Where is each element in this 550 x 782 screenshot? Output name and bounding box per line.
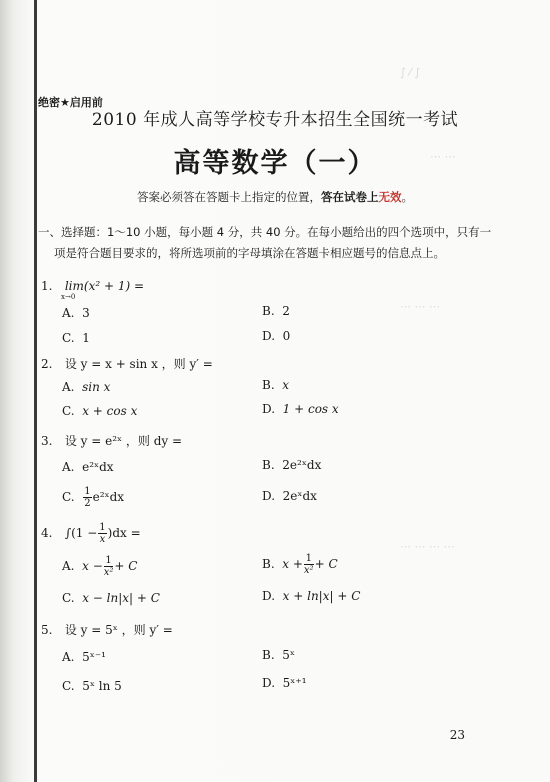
bleed-through-mark: ∫ ⁄ ∫	[400, 66, 421, 79]
option-a	[62, 306, 90, 320]
option-label: B.	[262, 648, 275, 662]
bleed-through-mark: ⋯ ⋯	[430, 150, 456, 163]
option-text: 5ˣ ln 5	[82, 679, 122, 693]
option-text: 5ˣ⁻¹	[82, 650, 106, 664]
option-text-pre: x +	[282, 557, 303, 571]
option-text: 2eˣdx	[282, 489, 317, 503]
fraction-numerator: 1	[105, 555, 112, 566]
notice-text: 答在试卷上	[321, 190, 379, 204]
option-text: x − ln|x| + C	[82, 591, 160, 605]
option-text: x + ln|x| + C	[282, 589, 361, 603]
option-label: A.	[62, 650, 75, 664]
option-a	[62, 650, 106, 664]
fraction-denominator: x	[99, 534, 106, 545]
question-number: 5.	[41, 623, 53, 637]
option-text: x	[282, 378, 290, 392]
option-c	[62, 404, 137, 418]
option-label: A.	[62, 559, 75, 573]
section-line: 一、选择题：1～10 小题，每小题 4 分，共 40 分。在每小题给出的四个选项中，只有一	[38, 225, 492, 239]
option-text: 5ˣ⁺¹	[282, 676, 307, 690]
option-a	[62, 555, 137, 578]
question-number: 1.	[41, 279, 53, 293]
question-3	[41, 432, 182, 449]
fraction	[104, 555, 114, 578]
option-b	[262, 304, 290, 318]
option-label: D.	[262, 589, 276, 603]
fraction	[98, 522, 106, 545]
option-text: 2	[282, 304, 290, 318]
question-number: 3.	[41, 434, 53, 448]
question-2	[41, 355, 213, 372]
fraction-numerator: 1	[84, 486, 91, 497]
option-label: C.	[62, 490, 75, 504]
option-d	[262, 676, 307, 690]
exam-title: 2010 年成人高等学校专升本招生全国统一考试	[91, 110, 459, 130]
option-text: sin x	[82, 380, 111, 394]
fraction-numerator: 1	[305, 553, 312, 564]
option-label: C.	[62, 679, 75, 693]
page-number: 23	[449, 728, 465, 742]
answer-notice	[0, 189, 550, 205]
option-label: A.	[62, 460, 75, 474]
option-a	[62, 380, 110, 394]
fraction-denominator: x²	[303, 565, 314, 576]
option-label: A.	[62, 306, 75, 320]
option-b	[262, 458, 321, 472]
option-b	[262, 553, 338, 576]
question-stem: 设 y = e²ˣ ，则 dy =	[64, 434, 183, 448]
option-b	[262, 378, 289, 392]
option-label: C.	[62, 331, 75, 345]
option-label: D.	[262, 489, 276, 503]
fraction-denominator: 2	[84, 498, 91, 509]
option-d	[262, 589, 360, 603]
option-b	[262, 648, 295, 662]
fraction	[304, 553, 314, 576]
option-text-pre: x −	[82, 559, 103, 573]
fraction-numerator: 1	[99, 522, 106, 533]
option-label: B.	[262, 378, 275, 392]
option-text: x + cos x	[82, 404, 138, 418]
question-number: 2.	[41, 357, 53, 371]
option-c	[62, 486, 124, 509]
option-label: B.	[262, 458, 275, 472]
question-stem-post: )dx =	[107, 526, 141, 540]
option-label: B.	[262, 557, 275, 571]
option-text: 5ˣ	[282, 648, 296, 662]
option-d	[262, 489, 317, 503]
question-1	[41, 279, 145, 301]
option-label: D.	[262, 676, 276, 690]
section-instructions	[38, 222, 518, 264]
option-label: D.	[262, 329, 276, 343]
option-c	[62, 331, 90, 345]
option-label: C.	[62, 404, 75, 418]
option-text: + C	[314, 557, 338, 571]
notice-text: 。	[401, 190, 413, 204]
fraction	[83, 486, 91, 509]
option-text: e²ˣdx	[92, 490, 125, 504]
notice-invalid: 无效	[378, 190, 402, 204]
section-line: 项是符合题目要求的，将所选项前的字母填涂在答题卡相应题号的信息点上。	[54, 246, 445, 260]
option-label: A.	[62, 380, 75, 394]
question-5	[41, 621, 173, 638]
confidential-label: 绝密★启用前	[38, 96, 103, 109]
option-text: e²ˣdx	[82, 460, 114, 474]
option-d	[262, 402, 339, 416]
option-label: C.	[62, 591, 75, 605]
subject-title: 高等数学（一）	[173, 148, 377, 179]
notice-text: 答案必须答在答题卡上指定的位置，	[137, 190, 321, 204]
bleed-through-mark: ⋯ ⋯ ⋯ ⋯	[400, 540, 455, 553]
option-text: 1 + cos x	[282, 402, 339, 416]
question-stem: lim(x² + 1) =	[64, 279, 145, 293]
option-text: 2e²ˣdx	[282, 458, 322, 472]
option-label: B.	[262, 304, 275, 318]
option-d	[262, 329, 290, 343]
option-a	[62, 460, 114, 474]
question-stem: 设 y = x + sin x ，则 y′ =	[64, 357, 213, 371]
option-text: 1	[82, 331, 90, 345]
question-stem-pre: ∫(1 −	[64, 526, 98, 540]
option-text: 3	[82, 306, 90, 320]
bleed-through-mark: ⋯ ⋯ ⋯	[400, 300, 440, 313]
question-number: 4.	[41, 526, 53, 540]
limit-subscript: x→0	[61, 293, 76, 301]
fraction-denominator: x²	[103, 567, 114, 578]
question-4	[41, 522, 141, 545]
option-c	[62, 591, 160, 605]
question-stem: 设 y = 5ˣ ，则 y′ =	[64, 623, 173, 637]
option-c	[62, 679, 122, 693]
option-text: + C	[114, 559, 138, 573]
option-label: D.	[262, 402, 276, 416]
option-text: 0	[282, 329, 291, 343]
